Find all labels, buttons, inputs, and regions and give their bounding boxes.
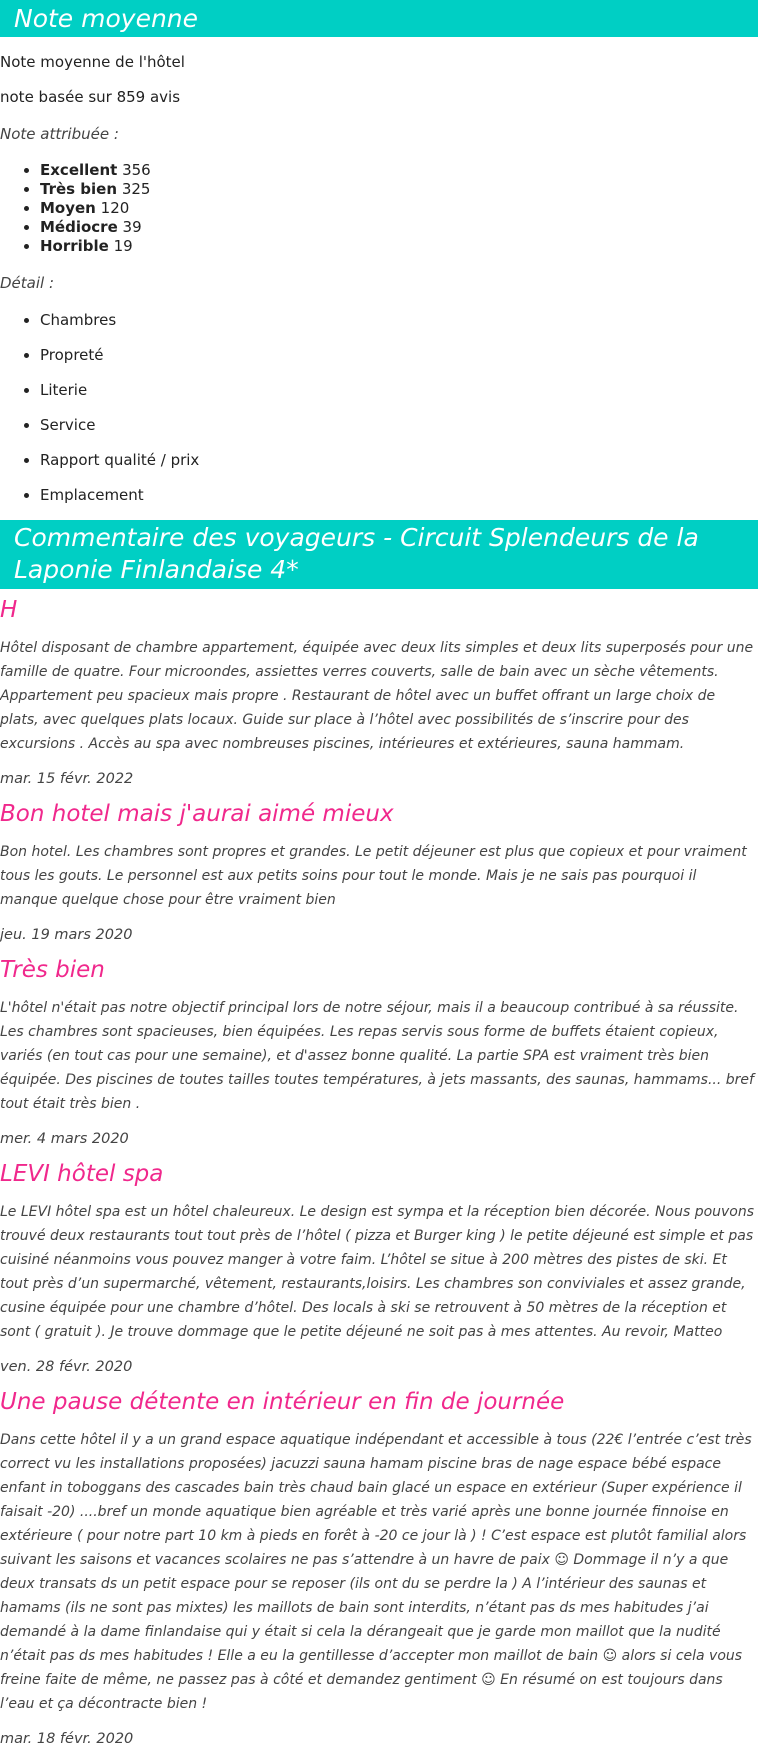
average-rating-banner: Note moyenne — [0, 0, 758, 37]
review-text: L'hôtel n'était pas notre objectif principal lors de notre séjour, mais il a beaucoup contribué à sa réussite. Les chambres sont spacieuses, bien équipées. Les repas servis sous forme de buffets étaient copieux, variés (en tout cas pour une semaine), et d'assez bonne qualité. La partie SPA est vraiment très bien équipée. Des piscines de toutes tailles toutes températures, à jets massants, des saunas, hammams... bref tout était très bien . — [0, 1000, 754, 1112]
review-date: mar. 15 févr. 2022 — [0, 771, 134, 787]
review-title: LEVI hôtel spa — [0, 1161, 164, 1187]
review-title: Une pause détente en intérieur en fin de journée — [0, 1389, 565, 1415]
detail-item: • Rapport qualité / prix — [40, 450, 758, 485]
rating-tres-bien — [40, 180, 758, 199]
rating-label: Horrible — [40, 237, 109, 255]
reviews-banner: Commentaire des voyageurs - Circuit Splendeurs de la Laponie Finlandaise 4* — [0, 520, 758, 589]
detail-list — [0, 310, 758, 520]
rating-mediocre — [40, 218, 758, 237]
review-date: mar. 18 févr. 2020 — [0, 1731, 134, 1747]
detail-item: • Literie — [40, 380, 758, 415]
review-date: ven. 28 févr. 2020 — [0, 1359, 133, 1375]
rating-label: Excellent — [40, 161, 118, 179]
review-title: Très bien — [0, 957, 105, 983]
ratings-label: Note attribuée : — [0, 125, 119, 143]
detail-item: • Emplacement — [40, 485, 758, 520]
review-title: Bon hotel mais j'aurai aimé mieux — [0, 801, 394, 827]
review-text: Bon hotel. Les chambres sont propres et grandes. Le petit déjeuner est plus que copieux et pour vraiment tous les gouts. Le personnel est aux petits soins pour tout le monde. Mais je ne sais pas pourquoi il manque quelque chose pour être vraiment bien — [0, 844, 747, 908]
rating-count: 325 — [121, 180, 151, 198]
rating-label: Moyen — [40, 199, 96, 217]
review — [0, 597, 758, 787]
review-text: Hôtel disposant de chambre appartement, équipée avec deux lits simples et deux lits superposés pour une famille de quatre. Four microondes, assiettes verres couverts, salle de bain avec un sèche vêtements. Appartement peu spacieux mais propre . Restaurant de hôtel avec un buffet offrant un large choix de plats, avec quelques plats locaux. Guide sur place à l’hôtel avec possibilités de s’inscrire pour des excursions . Accès au spa avec nombreuses piscines, intérieures et extérieures, sauna hammam. — [0, 640, 754, 752]
review-text: Le LEVI hôtel spa est un hôtel chaleureux. Le design est sympa et la réception bien décorée. Nous pouvons trouvé deux restaurants tout tout près de l’hôtel ( pizza et Burger king ) le petite déjeuné est simple et pas cuisiné néanmoins vous pouvez manger à votre faim. L’hôtel se situe à 200 mètres des pistes de ski. Et tout près d’un supermarché, vêtement, restaurants,loisirs. Les chambres son conviviales et assez grande, cusine équipée pour une chambre d’hôtel. Des locals à ski se retrouvent à 50 mètres de la réception et sont ( gratuit ). Je trouve dommage que le petite déjeuné ne soit pas à mes attentes. Au revoir, Matteo — [0, 1204, 755, 1340]
detail-item: • Propreté — [40, 345, 758, 380]
review — [0, 801, 758, 943]
detail-item: • Service — [40, 415, 758, 450]
review — [0, 1389, 758, 1747]
review-date: mer. 4 mars 2020 — [0, 1131, 129, 1147]
rating-basis: note basée sur 859 avis — [0, 88, 181, 106]
detail-item: • Chambres — [40, 310, 758, 345]
detail-label: Détail : — [0, 274, 55, 292]
rating-heading: Note moyenne de l'hôtel — [0, 53, 185, 71]
rating-count: 120 — [100, 199, 130, 217]
rating-moyen — [40, 199, 758, 218]
rating-count: 39 — [122, 218, 142, 236]
rating-label: Très bien — [40, 180, 118, 198]
rating-excellent — [40, 161, 758, 180]
rating-count: 356 — [122, 161, 151, 179]
reviews-list — [0, 597, 758, 1747]
rating-horrible — [40, 237, 758, 256]
rating-summary — [0, 53, 758, 520]
review-title: H — [0, 597, 18, 623]
rating-count: 19 — [113, 237, 133, 255]
rating-label: Médiocre — [40, 218, 118, 236]
review — [0, 1161, 758, 1375]
review-text: Dans cette hôtel il y a un grand espace aquatique indépendant et accessible à tous (22€ l’entrée c’est très correct vu les installations proposées) jacuzzi sauna hamam piscine bras de nage espace bébé espace enfant in toboggans des cascades bain très chaud bain glacé un espace en extérieur (Super expérience il faisait -20) ....bref un monde aquatique bien agréable et très varié après une bonne journée finnoise en extérieure ( pour notre part 10 km à pieds en forêt à -20 ce jour là ) ! C’est espace est plutôt familial alors suivant les saisons et vacances scolaires ne pas s’attendre à un havre de paix ☺ Dommage il n’y a que deux transats ds un petit espace pour se reposer (ils ont du se perdre la ) A l’intérieur des saunas et hamams (ils ne sont pas mixtes) les maillots de bain sont interdits, n’étant pas ds mes habitudes j’ai demandé à la dame finlandaise qui y était si cela la dérangeait que je garde mon maillot que la nudité n’était pas ds mes habitudes ! Elle a eu la gentillesse d’accepter mon maillot de bain ☺ alors si cela vous freine faite de même, ne passez pas à côté et demandez gentiment ☺ En résumé on est toujours dans l’eau et ça décontracte bien ! — [0, 1432, 752, 1712]
review-date: jeu. 19 mars 2020 — [0, 927, 133, 943]
ratings-list — [0, 161, 758, 256]
review — [0, 957, 758, 1147]
